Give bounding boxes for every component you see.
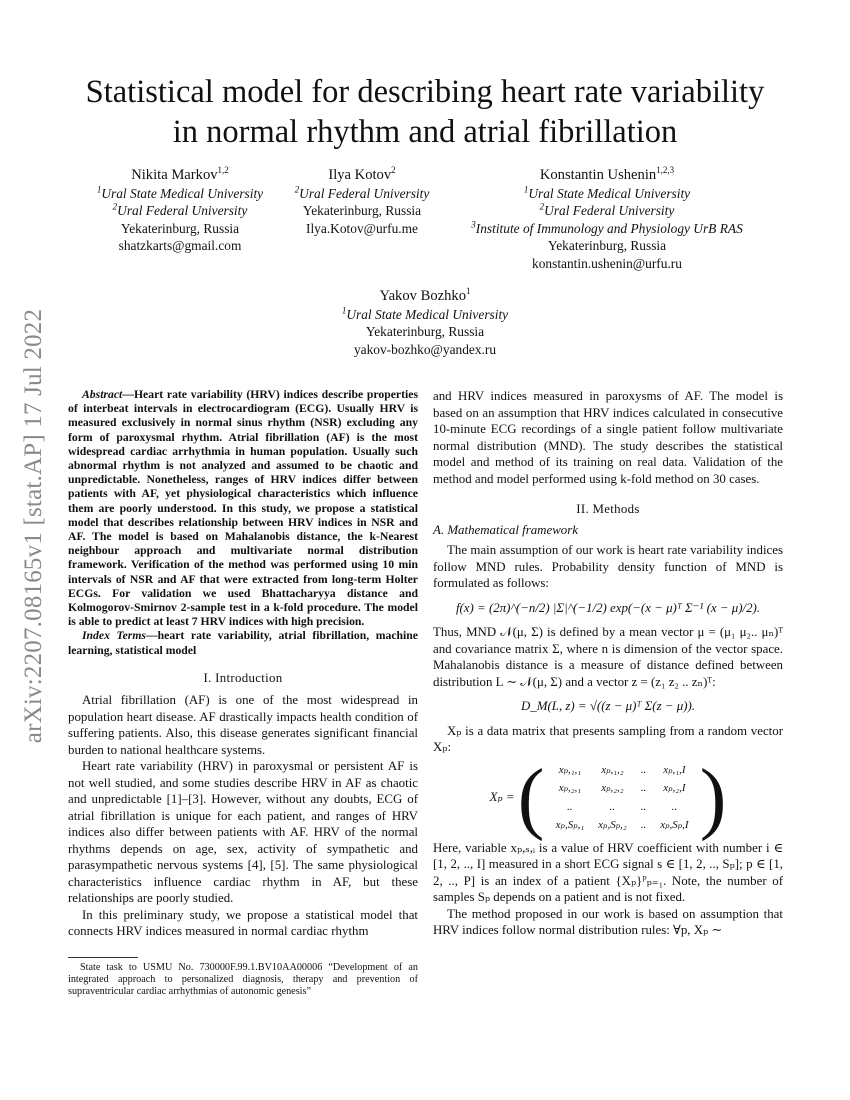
- title-line-1: Statistical model for describing heart rate variability: [85, 74, 765, 110]
- affiliation: Ural Federal University: [544, 203, 675, 218]
- affil-sup: 1: [341, 305, 347, 316]
- author-name: Nikita Markov: [131, 167, 218, 183]
- matrix-cell: xₚ,₁,₂: [601, 763, 624, 776]
- data-matrix-equation: [433, 753, 783, 842]
- paragraph: and HRV indices measured in paroxysms of AF. The model is based on an assumption that HRV indices calculated in consecutive 10-minute ECG recordings of a single patient follow multivariate normal distribution (MND). The study describes the statistical model and method of its training on real data. Validation of the method and model performed using k-fold method on 30 cases.: [433, 389, 783, 486]
- paragraph: Heart rate variability (HRV) in paroxysmal or persistent AF is not well studied, and some studies describe HRV in AF as chaotic and unpredictable [1]–[3]. However, without any doubts, ECG of atrial fibrillation is unique for each patient, and ranges of HRV indices also differ between patients with AF. HRV of the normal rhythms depends on age, sex, activity of sympathetic and parasympathetic nervous systems [4], [5]. The same physiological characteristics influence cardiac rhythm in AF, but these relationships are poorly studied.: [68, 759, 418, 906]
- location: Yekaterinburg, Russia: [365, 324, 485, 339]
- matrix-cell: xₚ,₁,I: [663, 763, 686, 776]
- abstract: [68, 388, 418, 629]
- paragraph: Xₚ is a data matrix that presents sampling from a random vector Xₚ:: [433, 723, 783, 754]
- index-terms: [68, 629, 418, 657]
- affiliation: Ural Federal University: [299, 185, 430, 201]
- affil-sup: 1: [523, 184, 529, 195]
- subsection-heading: A. Mathematical framework: [433, 522, 578, 537]
- author-name: Yakov Bozhko: [379, 288, 466, 304]
- author-name: Ilya Kotov: [328, 167, 392, 183]
- footnote-rule: [68, 957, 138, 958]
- matrix-cell: ..: [671, 800, 678, 813]
- affiliation: Ural State Medical University: [101, 185, 264, 201]
- matrix-cell: ..: [609, 800, 616, 813]
- affiliation: Institute of Immunology and Physiology UrB RAS: [475, 220, 743, 236]
- author-name: Konstantin Ushenin: [539, 167, 657, 183]
- affil-sup: 3: [471, 219, 476, 230]
- matrix-cell: xₚ,₂,I: [663, 782, 686, 794]
- author-block-4: [300, 288, 550, 358]
- matrix-cell: xₚ,₂,₂: [601, 782, 624, 794]
- section-heading-introduction: I. Introduction: [203, 670, 283, 685]
- matrix-cell: xₚ,Sₚ,₁: [555, 819, 585, 831]
- matrix-cell: ..: [640, 782, 647, 794]
- matrix-cell: xₚ,Sₚ,₂: [598, 819, 627, 831]
- author-block-3: [452, 167, 762, 272]
- left-column: [68, 388, 418, 940]
- paragraph: The main assumption of our work is heart rate variability indices follow MND rules. Probability density function of MND is formulated as follows:: [433, 543, 783, 590]
- affil-sup: 1: [96, 184, 102, 195]
- author-sup: 1,2,3: [656, 165, 675, 176]
- equation-mahalanobis: D_M(L, z) = √((z − μ)ᵀ Σ(z − μ)).: [520, 699, 696, 713]
- paragraph: In this preliminary study, we propose a statistical model that connects HRV indices measured in normal cardiac rhythm: [68, 907, 418, 939]
- arxiv-identifier: arXiv:2207.08165v1 [stat.AP] 17 Jul 2022: [20, 308, 47, 744]
- affil-sup: 2: [294, 184, 300, 195]
- matrix-cell: ..: [640, 763, 647, 776]
- paragraph: Thus, MND 𝒩(μ, Σ) is defined by a mean vector μ = (μ₁ μ₂.. μₙ)ᵀ and covariance matrix Σ, where n is dimension of the vector space. Mahalanobis distance is a measure of distance defined between distribution L ∼ 𝒩(μ, Σ) and a vector z = (z₁ z₂ .. zₙ)ᵀ:: [433, 625, 783, 689]
- paragraph: Here, variable xₚ,ₛ,ᵢ is a value of HRV coefficient with number i ∈ [1, 2, .., I] measured in a short ECG signal s ∈ [1, 2, .., Sₚ]; p ∈ [1, 2, .., P] is an index of a patient {Xₚ}ᴾₚ₌₁. Note, the number of samples Sₚ depends on a patient and is not fixed.: [433, 840, 783, 904]
- index-terms-text: —heart rate variability, atrial fibrillation, machine learning, statistical model: [68, 629, 418, 657]
- paragraph: Atrial fibrillation (AF) is one of the most widespread in population heart disease. AF drastically impacts health condition of suffering patients. Also, this disease generates significant financial burden to national healthcare systems.: [68, 693, 418, 757]
- paper-title: [0, 72, 850, 152]
- affiliation: Ural State Medical University: [346, 306, 509, 322]
- matrix-cell: xₚ,₁,₁: [558, 763, 582, 776]
- data-matrix: [548, 760, 697, 836]
- abstract-text: —Heart rate variability (HRV) indices describe properties of interbeat intervals in electrocardiogram (ECG). Usually HRV is measured exclusively in normal sinus rhythm (NSR) excluding any form of paroxysmal rhythm. Atrial fibrillation (AF) is the most widespread cardiac arrhythmia in human population. Usually such abnormal rhythm is not analyzed and assumed to be chaotic and unpredictable. Nonetheless, ranges of HRV indices differ between patients with AF, yet physiological characteristics which influence them are poorly understood. In this study, we propose a statistical model that describes relationship between HRV indices in NSR and AF. The model is based on Mahalanobis distance, the k-Nearest neighbour approach and multivariate normal distribution framework. Verification of the method was performed using 10 min intervals of NSR and AF that were extracted from long-term Holter ECGs. For validation we used Bhattacharyya distance and Kolmogorov-Smirnov 2-sample test in a k-fold procedure. The model is able to predict at least 7 HRV indices with high precision.: [68, 388, 418, 629]
- matrix-row: [550, 817, 695, 834]
- matrix-cell: xₚ,Sₚ,I: [660, 819, 689, 831]
- footnote-text: State task to USMU No. 730000F.99.1.BV10AA00006 “Development of an integrated approach to personalized diagnosis, therapy and prevention of supraventricular cardiac arrhythmias of autonomic genesis”: [68, 962, 418, 998]
- section-heading-methods: II. Methods: [576, 502, 640, 516]
- matrix-cell: ..: [640, 819, 647, 831]
- location: Yekaterinburg, Russia: [120, 220, 240, 236]
- footnote: [68, 962, 418, 999]
- title-line-2: in normal rhythm and atrial fibrillation: [172, 114, 678, 150]
- location: Yekaterinburg, Russia: [547, 238, 667, 253]
- email: konstantin.ushenin@urfu.ru: [532, 255, 682, 271]
- matrix-cell: ..: [640, 800, 647, 813]
- paragraph: The method proposed in our work is based on assumption that HRV indices follow normal distribution rules: ∀p, Xₚ ∼: [433, 906, 783, 937]
- email: yakov-bozhko@yandex.ru: [353, 341, 497, 357]
- affil-sup: 2: [539, 201, 545, 212]
- matrix-cell: xₚ,₂,₁: [558, 782, 582, 794]
- matrix-row: [550, 780, 695, 797]
- abstract-label: Abstract: [82, 388, 123, 401]
- matrix-row: [550, 799, 695, 816]
- email: Ilya.Kotov@urfu.me: [306, 220, 418, 236]
- right-column: [433, 388, 783, 939]
- affiliation: Ural State Medical University: [528, 185, 691, 201]
- index-terms-label: Index Terms: [82, 629, 146, 643]
- email: shatzkarts@gmail.com: [118, 238, 242, 253]
- matrix-right-paren: ): [699, 753, 727, 842]
- author-sup: 1,2: [217, 165, 229, 176]
- author-sup: 2: [391, 165, 396, 176]
- matrix-row: [550, 762, 695, 779]
- matrix-cell: ..: [567, 800, 573, 813]
- author-block-1: [70, 167, 290, 255]
- matrix-lhs: Xₚ =: [489, 789, 515, 804]
- affiliation: Ural Federal University: [117, 203, 248, 218]
- author-block-2: [262, 167, 462, 237]
- affil-sup: 2: [112, 201, 118, 212]
- author-sup: 1: [466, 286, 471, 297]
- equation-mnd-pdf: f(x) = (2π)^(−n/2) |Σ|^(−1/2) exp(−(x − μ)ᵀ Σ⁻¹ (x − μ)/2).: [455, 600, 761, 615]
- matrix-left-paren: (: [517, 753, 545, 842]
- location: Yekaterinburg, Russia: [302, 203, 422, 218]
